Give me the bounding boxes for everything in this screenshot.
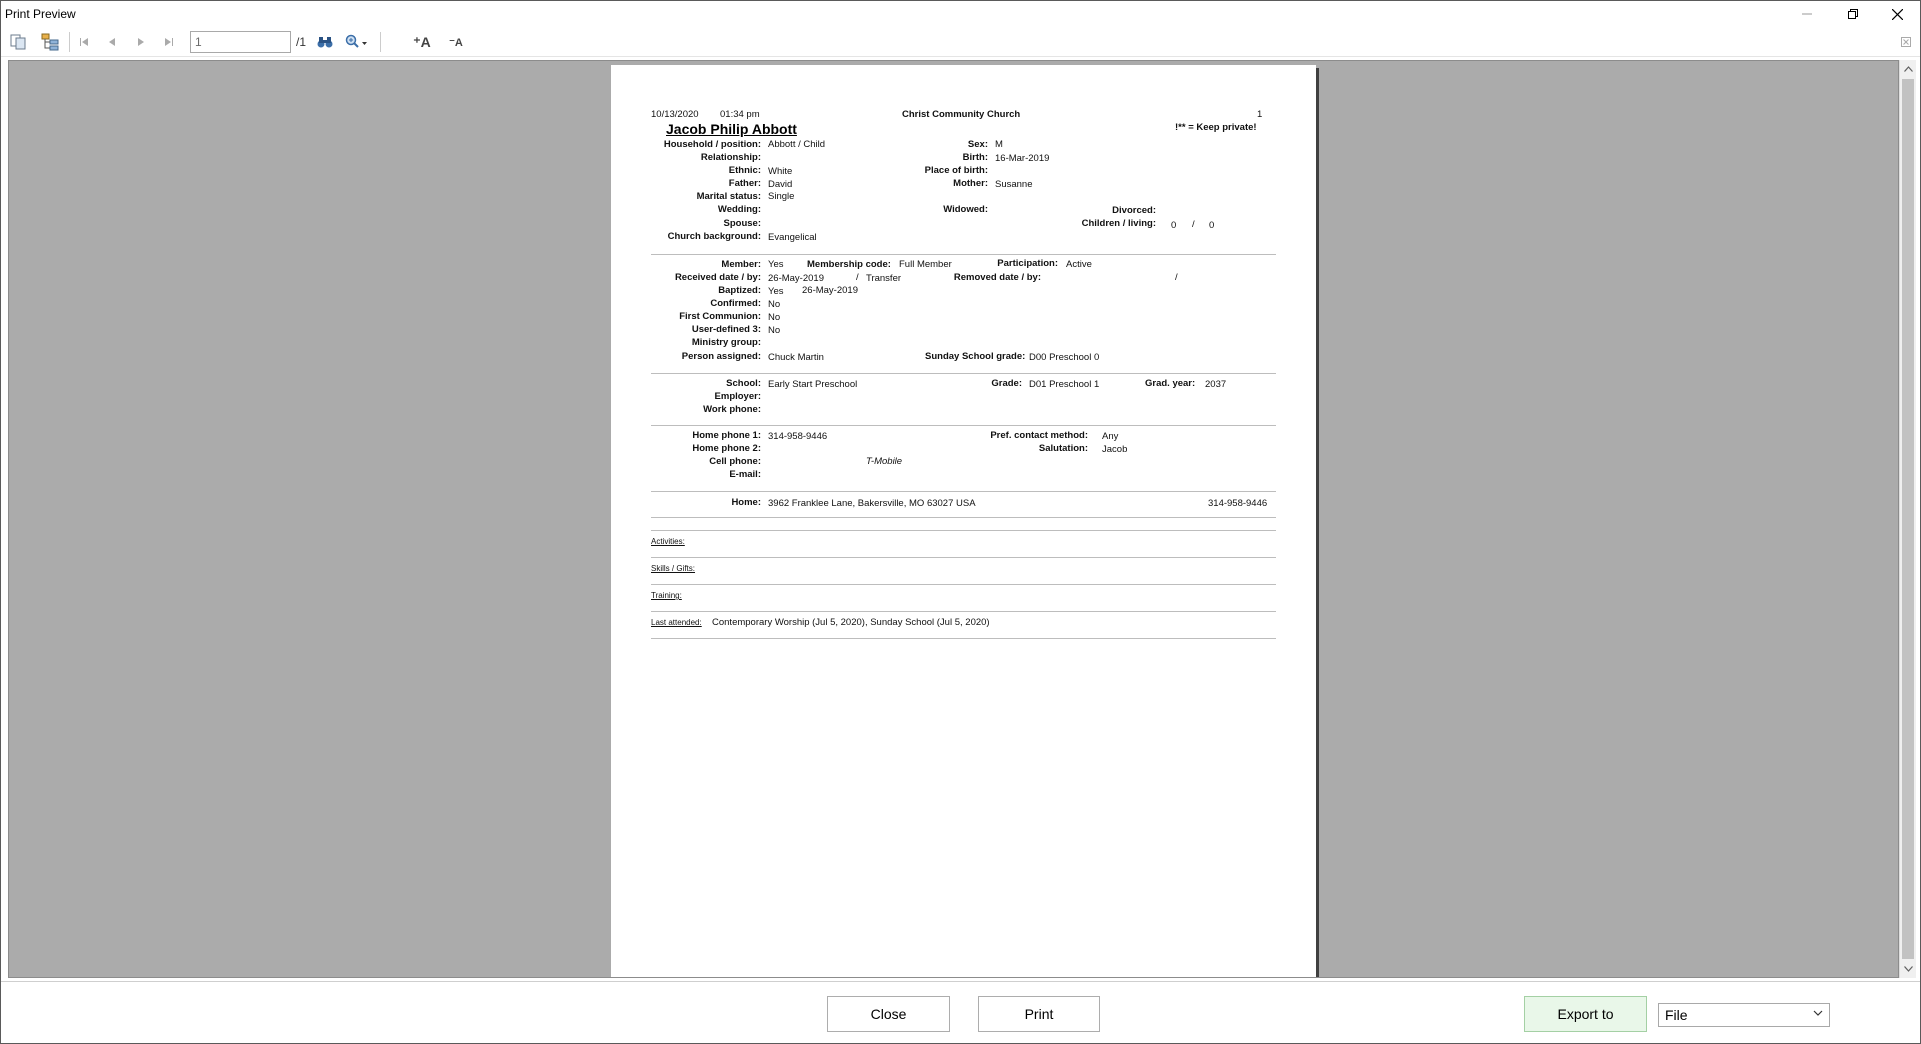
person-assigned-label: Person assigned:	[681, 351, 761, 362]
minimize-button[interactable]	[1784, 1, 1830, 27]
bottom-action-bar	[1, 981, 1920, 1043]
private-note: !** = Keep private!	[1175, 122, 1257, 133]
widowed-label: Widowed:	[943, 204, 988, 215]
first-page-icon	[79, 37, 89, 47]
participation-value: Active	[1066, 259, 1092, 270]
received-slash: /	[856, 272, 859, 283]
church-background-value: Evangelical	[768, 232, 817, 243]
window-title: Print Preview	[5, 7, 76, 21]
father-label: Father:	[728, 178, 761, 189]
first-page-button[interactable]	[75, 30, 93, 54]
membership-code-label: Membership code:	[807, 259, 891, 270]
scroll-up-button[interactable]	[1900, 60, 1917, 77]
birth-value: 16-Mar-2019	[995, 153, 1050, 164]
grad-year-value: 2037	[1205, 379, 1227, 390]
ministry-group-label: Ministry group:	[691, 337, 761, 348]
divider	[651, 425, 1276, 426]
chevron-up-icon	[1904, 66, 1913, 72]
page-total-label: /1	[296, 35, 307, 49]
last-attended-value: Contemporary Worship (Jul 5, 2020), Sunday School (Jul 5, 2020)	[712, 617, 990, 628]
father-value: David	[768, 179, 793, 190]
membership-code-value: Full Member	[899, 259, 952, 270]
confirmed-label: Confirmed:	[710, 298, 761, 309]
close-button[interactable]: Close	[827, 996, 950, 1032]
birth-label: Birth:	[962, 152, 988, 163]
member-label: Member:	[721, 259, 761, 270]
decrease-font-button[interactable]: ⁻A	[449, 36, 463, 49]
close-icon	[1892, 9, 1903, 20]
relationship-label: Relationship:	[700, 152, 761, 163]
divider	[651, 491, 1276, 492]
binoculars-icon	[317, 35, 333, 49]
church-background-label: Church background:	[667, 231, 761, 242]
training-label: Training:	[651, 591, 682, 600]
confirmed-value: No	[768, 299, 781, 310]
previous-page-button[interactable]	[103, 30, 121, 54]
scroll-down-button[interactable]	[1900, 960, 1917, 977]
received-by: Transfer	[866, 273, 902, 284]
next-page-button[interactable]	[132, 30, 150, 54]
skills-gifts-label: Skills / Gifts:	[651, 564, 696, 573]
tree-icon	[41, 33, 59, 51]
export-format-value: File	[1665, 1007, 1688, 1023]
zoom-dropdown-button[interactable]	[342, 30, 372, 54]
employer-label: Employer:	[714, 391, 761, 402]
received-date: 26-May-2019	[768, 273, 824, 284]
close-window-button[interactable]	[1874, 1, 1920, 27]
grad-year-label: Grad. year:	[1145, 378, 1196, 389]
preview-toolbar	[1, 27, 1920, 57]
user-defined-3-label: User-defined 3:	[691, 324, 761, 335]
report-time: 01:34 pm	[720, 109, 760, 120]
pref-contact-value: Any	[1102, 431, 1119, 442]
title-bar	[1, 1, 1920, 27]
marital-value: Single	[768, 191, 795, 202]
school-label: School:	[726, 378, 761, 389]
ethnic-label: Ethnic:	[728, 165, 761, 176]
divider	[651, 638, 1276, 639]
page-number-input[interactable]	[190, 31, 291, 53]
divider	[651, 373, 1276, 374]
marital-label: Marital status:	[696, 191, 761, 202]
report-date: 10/13/2020	[651, 109, 699, 120]
chevron-down-icon	[1904, 966, 1913, 972]
copy-button[interactable]	[7, 30, 29, 54]
person-name: Jacob Philip Abbott	[666, 121, 797, 137]
children-living-label: Children / living:	[1081, 218, 1156, 229]
user-defined-3-value: No	[768, 325, 781, 336]
restore-icon	[1848, 9, 1858, 19]
close-toolbar-button[interactable]	[1899, 30, 1913, 54]
baptized-value: Yes	[768, 286, 784, 297]
cell-phone-label: Cell phone:	[709, 456, 761, 467]
copy-icon	[10, 34, 26, 50]
scroll-thumb[interactable]	[1902, 79, 1914, 959]
sunday-school-grade-label: Sunday School grade:	[925, 351, 1026, 362]
school-value: Early Start Preschool	[768, 379, 858, 390]
baptized-label: Baptized:	[718, 285, 761, 296]
sex-label: Sex:	[967, 139, 988, 150]
removed-label: Removed date / by:	[953, 272, 1041, 283]
previous-page-icon	[107, 37, 117, 47]
living-count: 0	[1209, 220, 1215, 231]
next-page-icon	[136, 37, 146, 47]
salutation-value: Jacob	[1102, 444, 1128, 455]
last-page-button[interactable]	[160, 30, 178, 54]
home-phone-2-label: Home phone 2:	[692, 443, 761, 454]
last-page-icon	[164, 37, 174, 47]
cell-carrier: T-Mobile	[866, 456, 903, 467]
divider	[651, 611, 1276, 612]
email-label: E-mail:	[729, 469, 761, 480]
activities-label: Activities:	[651, 537, 685, 546]
home-address-phone: 314-958-9446	[1208, 498, 1268, 509]
pref-contact-label: Pref. contact method:	[990, 430, 1088, 441]
last-attended-label: Last attended:	[651, 618, 702, 627]
place-of-birth-label: Place of birth:	[924, 165, 988, 176]
mother-label: Mother:	[953, 178, 988, 189]
minimize-icon	[1802, 9, 1812, 19]
org-name: Christ Community Church	[902, 109, 1021, 120]
zoom-icon	[345, 34, 369, 50]
divider	[651, 517, 1276, 518]
divider	[651, 254, 1276, 255]
find-button[interactable]	[314, 30, 336, 54]
salutation-label: Salutation:	[1038, 443, 1088, 454]
divorced-label: Divorced:	[1112, 205, 1156, 216]
person-assigned-value: Chuck Martin	[768, 352, 824, 363]
home-address-label: Home:	[731, 497, 761, 508]
participation-label: Participation:	[997, 258, 1058, 269]
restore-button[interactable]	[1830, 1, 1876, 27]
report-page	[611, 65, 1316, 978]
first-communion-value: No	[768, 312, 781, 323]
ethnic-value: White	[768, 166, 793, 177]
document-map-button[interactable]	[39, 30, 61, 54]
print-button[interactable]: Print	[978, 996, 1100, 1032]
divider	[651, 557, 1276, 558]
first-communion-label: First Communion:	[679, 311, 761, 322]
home-phone-1-label: Home phone 1:	[692, 430, 761, 441]
export-button[interactable]: Export to	[1524, 996, 1647, 1032]
member-value: Yes	[768, 259, 784, 270]
divider	[651, 584, 1276, 585]
wedding-label: Wedding:	[717, 204, 761, 215]
work-phone-label: Work phone:	[703, 404, 761, 415]
chevron-down-icon	[1813, 1007, 1823, 1022]
divider	[651, 530, 1276, 531]
vertical-scrollbar[interactable]	[1899, 60, 1916, 978]
household-value: Abbott / Child	[768, 139, 826, 150]
household-label: Household / position:	[663, 139, 761, 150]
increase-font-button[interactable]: ⁺A	[413, 33, 431, 50]
children-count: 0	[1171, 220, 1177, 231]
sex-value: M	[995, 139, 1003, 150]
spouse-label: Spouse:	[723, 218, 761, 229]
home-address-value: 3962 Franklee Lane, Bakersville, MO 63027 USA	[768, 498, 976, 509]
children-slash: /	[1192, 219, 1195, 230]
home-phone-1-value: 314-958-9446	[768, 431, 828, 442]
preview-canvas[interactable]	[8, 60, 1899, 978]
received-label: Received date / by:	[674, 272, 761, 283]
page-number: 1	[1257, 109, 1263, 120]
close-small-icon	[1901, 37, 1911, 47]
mother-value: Susanne	[995, 179, 1033, 190]
removed-slash: /	[1175, 272, 1178, 283]
export-format-select[interactable]	[1658, 1003, 1830, 1027]
grade-label: Grade:	[991, 378, 1022, 389]
baptized-date: 26-May-2019	[802, 285, 858, 296]
grade-value: D01 Preschool 1	[1029, 379, 1100, 390]
sunday-school-grade-value: D00 Preschool 0	[1029, 352, 1100, 363]
